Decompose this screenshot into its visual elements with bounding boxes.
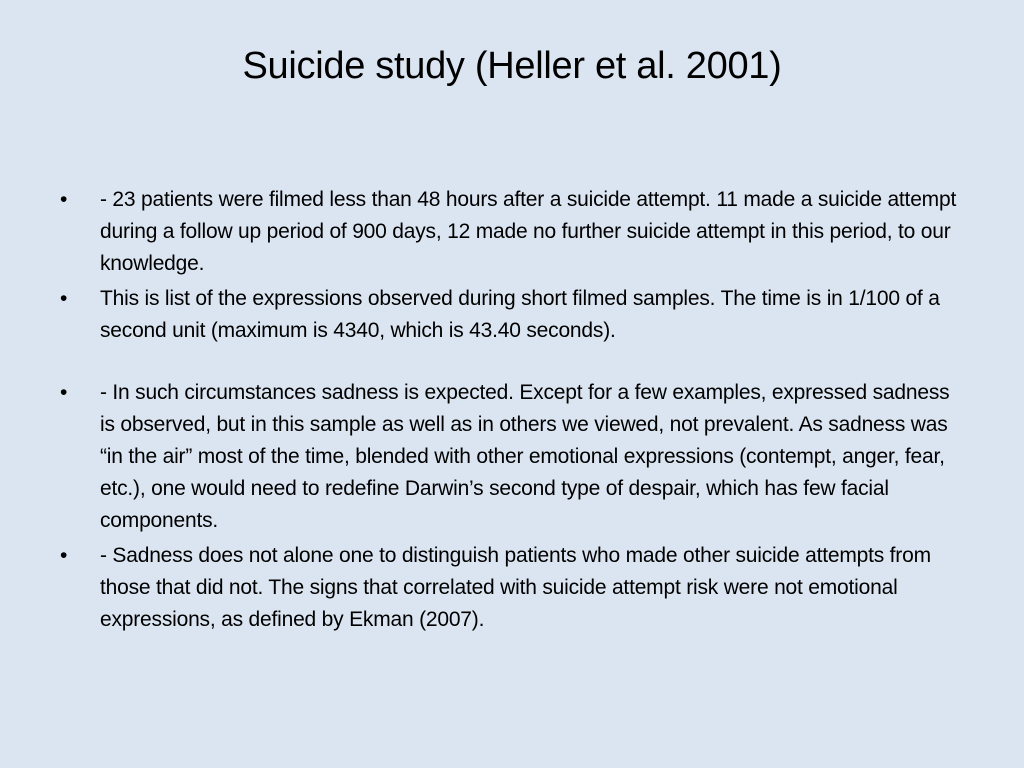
bullet-mark: • bbox=[60, 381, 68, 404]
bullet-mark: • bbox=[60, 287, 68, 310]
bullet-item-2 bbox=[56, 283, 966, 347]
bullet-item-3 bbox=[56, 377, 966, 537]
bullet-text: - In such circumstances sadness is expected. Except for a few examples, expressed sadness is observed, but in this sample as well as in others we viewed, not prevalent. As sadness was “in the air” most of the time, blended with other emotional expressions (contempt, anger, fear, etc.), one would need to redefine Darwin’s second type of despair, which has few facial components. bbox=[100, 381, 950, 532]
slide-title: Suicide study (Heller et al. 2001) bbox=[242, 45, 782, 87]
bullet-text: - Sadness does not alone one to distinguish patients who made other suicide attempts from those that did not. The signs that correlated with suicide attempt risk were not emotional expressions, as defined by Ekman (2007). bbox=[100, 544, 931, 631]
bullet-item-1 bbox=[56, 184, 966, 280]
bullet-text: This is list of the expressions observed during short filmed samples. The time is in 1/100 of a second unit (maximum is 4340, which is 43.40 seconds). bbox=[100, 287, 940, 342]
bullet-mark: • bbox=[60, 188, 68, 211]
bullet-item-4 bbox=[56, 540, 966, 636]
bullet-mark: • bbox=[60, 544, 68, 567]
bullet-list bbox=[56, 184, 966, 636]
bullet-text: - 23 patients were filmed less than 48 hours after a suicide attempt. 11 made a suicide attempt during a follow up period of 900 days, 12 made no further suicide attempt in this period, to our knowledge. bbox=[100, 188, 957, 275]
